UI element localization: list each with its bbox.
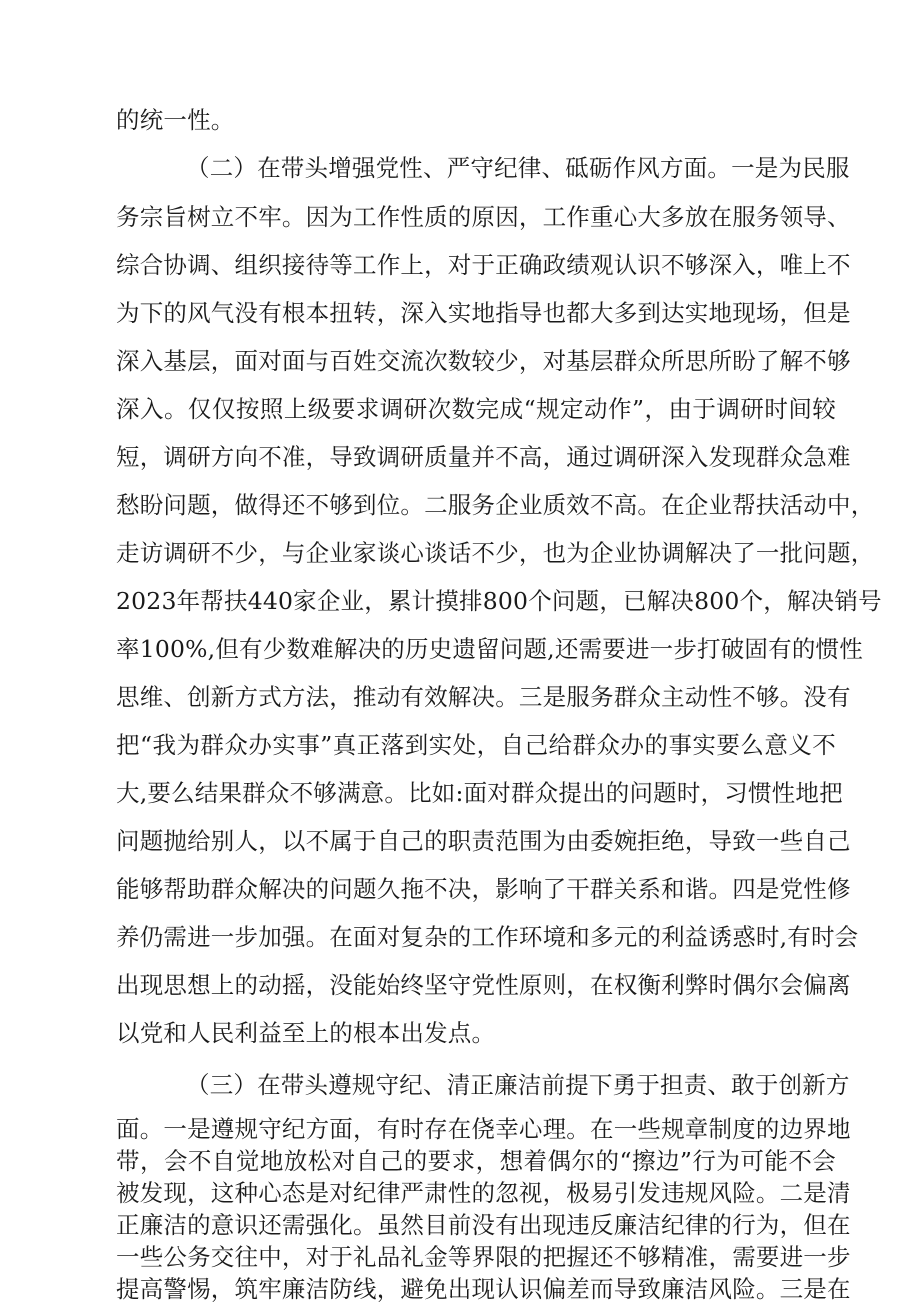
section-2-heading-line: （二）在带头增强党性、严守纪律、砥砺作风方面。一是为民服 <box>186 154 850 182</box>
text-line-15: 大,要么结果群众不够满意。比如:面对群众提出的问题时，习惯性地把 <box>116 779 843 807</box>
text-line-1: 的统一性。 <box>116 106 235 134</box>
text-line-8: 短，调研方向不准，导致调研质量并不高，通过调研深入发现群众急难 <box>116 443 851 471</box>
text-line-13: 思维、创新方式方法，推动有效解决。三是服务群众主动性不够。没有 <box>116 683 851 711</box>
text-line-25: 正廉洁的意识还需强化。虽然目前没有出现违反廉洁纪律的行为，但在 <box>116 1211 851 1239</box>
text-line-5: 为下的风气没有根本扭转，深入实地指导也都大多到达实地现场，但是 <box>116 299 851 327</box>
text-line-24: 被发现，这种心态是对纪律严肃性的忽视，极易引发违规风险。二是清 <box>116 1179 851 1207</box>
text-line-16: 问题抛给别人，以不属于自己的职责范围为由委婉拒绝，导致一些自己 <box>116 827 851 855</box>
text-line-9: 愁盼问题，做得还不够到位。二服务企业质效不高。在企业帮扶活动中， <box>116 491 875 519</box>
text-line-4: 综合协调、组织接待等工作上，对于正确政绩观认识不够深入，唯上不 <box>116 251 851 279</box>
text-line-20: 以党和人民利益至上的根本出发点。 <box>116 1019 496 1047</box>
text-line-14: 把“我为群众办实事”真正落到实处，自己给群众办的事实要么意义不 <box>116 731 836 759</box>
text-line-11: 2023年帮扶440家企业，累计摸排800个问题，已解决800个，解决销号 <box>116 587 882 615</box>
text-line-18: 养仍需进一步加强。在面对复杂的工作环境和多元的利益诱惑时,有时会 <box>116 923 859 951</box>
text-line-23: 带，会不自觉地放松对自己的要求，想着偶尔的“擦边”行为可能不会 <box>116 1147 836 1175</box>
text-line-17: 能够帮助群众解决的问题久拖不决，影响了干群关系和谐。四是党性修 <box>116 875 851 903</box>
text-line-27: 提高警惕，筑牢廉洁防线，避免出现认识偏差而导致廉洁风险。三是在 <box>116 1275 851 1303</box>
text-line-22: 面。一是遵规守纪方面，有时存在侥幸心理。在一些规章制度的边界地 <box>116 1115 851 1143</box>
text-line-12: 率100%,但有少数难解决的历史遗留问题,还需要进一步打破固有的惯性 <box>116 635 863 663</box>
text-line-19: 出现思想上的动摇，没能始终坚守党性原则，在权衡利弊时偶尔会偏离 <box>116 971 851 999</box>
text-line-3: 务宗旨树立不牢。因为工作性质的原因，工作重心大多放在服务领导、 <box>116 203 851 231</box>
text-line-10: 走访调研不少，与企业家谈心谈话不少，也为企业协调解决了一批问题， <box>116 539 875 567</box>
text-line-6: 深入基层，面对面与百姓交流次数较少，对基层群众所思所盼了解不够 <box>116 347 851 375</box>
text-line-7: 深入。仅仅按照上级要求调研次数完成“规定动作”，由于调研时间较 <box>116 395 836 423</box>
text-line-26: 一些公务交往中，对于礼品礼金等界限的把握还不够精准，需要进一步 <box>116 1243 851 1271</box>
section-3-heading-line: （三）在带头遵规守纪、清正廉洁前提下勇于担责、敢于创新方 <box>186 1071 850 1099</box>
